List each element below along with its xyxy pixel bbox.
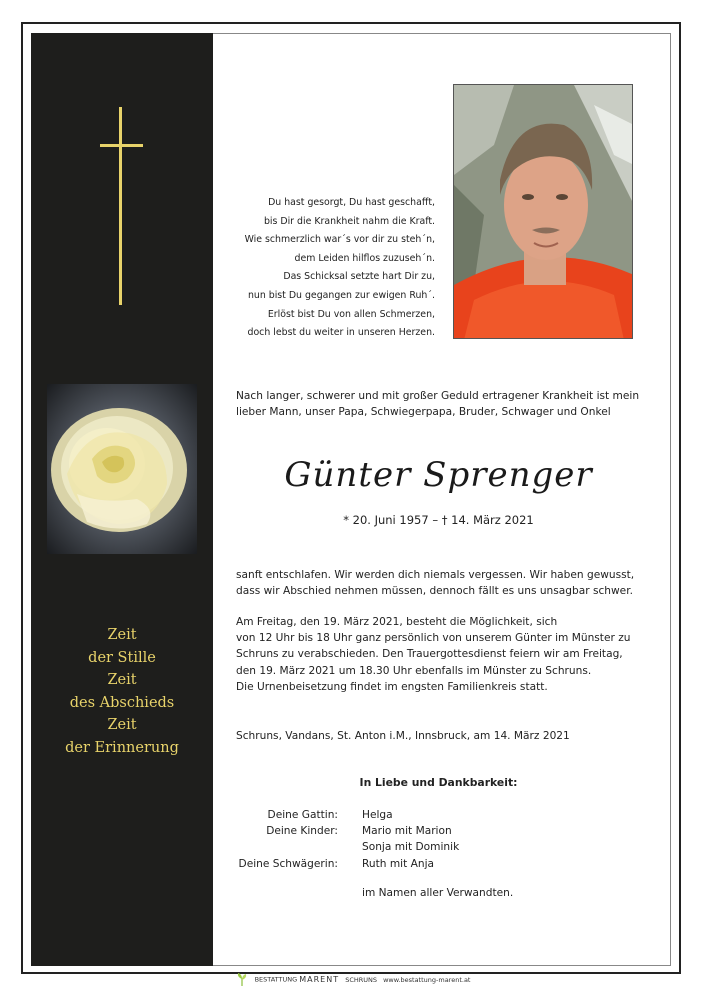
footer-brand-prefix: BESTATTUNG	[254, 975, 298, 984]
ceremony-line: von 12 Uhr bis 18 Uhr ganz persönlich von unserem Günter im Münster zu	[236, 632, 631, 645]
sidebar-line: Zeit	[107, 672, 137, 689]
footer-brand-name: MARENT	[299, 975, 340, 984]
portrait-icon	[454, 85, 633, 339]
mourner-label	[226, 839, 338, 855]
sidebar-line: Zeit	[107, 717, 137, 734]
message-text	[236, 567, 634, 599]
mourner-name: Sonja mit Dominik	[362, 841, 460, 854]
cross-icon	[119, 107, 122, 305]
intro-line: Nach langer, schwerer und mit großer Geduld ertragener Krankheit ist mein	[236, 390, 640, 402]
sidebar-line: des Abschieds	[69, 694, 175, 711]
mourner-names	[362, 807, 459, 872]
sidebar-line: der Stille	[88, 649, 156, 666]
poem-line: dem Leiden hilflos zuzuseh´n.	[294, 252, 435, 264]
mourner-name: Helga	[362, 809, 393, 821]
poem	[225, 194, 435, 343]
ceremony-line: Am Freitag, den 19. März 2021, besteht die Möglichkeit, sich	[236, 616, 558, 628]
place-date-line: Schruns, Vandans, St. Anton i.M., Innsbruck, am 14. März 2021	[236, 730, 570, 742]
mourner-label: Deine Kinder:	[266, 825, 338, 838]
life-dates: * 20. Juni 1957 – † 14. März 2021	[343, 513, 534, 527]
rose-icon	[47, 384, 197, 554]
ceremony-text	[236, 614, 630, 695]
cross-icon-bar	[100, 144, 143, 147]
footer-url[interactable]: www.bestattung-marent.at	[383, 975, 471, 984]
sidebar-line: der Erinnerung	[65, 739, 179, 756]
mourner-name: Mario mit Marion	[362, 825, 452, 838]
place-date	[236, 728, 570, 744]
portrait-photo	[453, 84, 633, 339]
mourners-heading: In Liebe und Dankbarkeit:	[359, 776, 518, 789]
ceremony-line: Schruns zu verabschieden. Den Trauergottesdienst feiern wir am Freitag,	[236, 648, 623, 661]
mourners-closing: im Namen aller Verwandten.	[362, 887, 514, 899]
leaf-logo-icon	[237, 973, 247, 986]
message-line: sanft entschlafen. Wir werden dich niemals vergessen. Wir haben gewusst,	[236, 569, 635, 581]
intro-text	[236, 388, 639, 420]
mourner-labels	[226, 807, 338, 872]
ceremony-line: Die Urnenbeisetzung findet im engsten Familienkreis statt.	[236, 680, 548, 693]
message-line: dass wir Abschied nehmen müssen, dennoch fällt es uns unsagbar schwer.	[236, 585, 633, 598]
poem-line: Erlöst bist Du von allen Schmerzen,	[267, 308, 435, 320]
poem-line: Das Schicksal setzte hart Dir zu,	[283, 271, 435, 283]
poem-line: Wie schmerzlich war´s vor dir zu steh´n,	[244, 234, 435, 246]
poem-line: doch lebst du weiter in unseren Herzen.	[247, 327, 435, 339]
sidebar-quote	[31, 624, 213, 760]
rose-image	[47, 384, 197, 554]
footer-location: SCHRUNS	[345, 975, 378, 984]
poem-line: Du hast gesorgt, Du hast geschafft,	[268, 197, 435, 208]
footer	[0, 973, 707, 986]
intro-line: lieber Mann, unser Papa, Schwiegerpapa, Bruder, Schwager und Onkel	[236, 406, 611, 419]
mourner-label: Deine Schwägerin:	[238, 857, 338, 870]
poem-line: nun bist Du gegangen zur ewigen Ruh´.	[247, 289, 435, 301]
ceremony-line: den 19. März 2021 um 18.30 Uhr ebenfalls im Münster zu Schruns.	[236, 664, 592, 677]
poem-line: bis Dir die Krankheit nahm die Kraft.	[263, 215, 435, 227]
sidebar-line: Zeit	[107, 627, 137, 643]
mourner-label: Deine Gattin:	[267, 809, 338, 821]
mourner-name: Ruth mit Anja	[362, 857, 435, 870]
deceased-name: Günter Sprenger	[284, 455, 593, 495]
